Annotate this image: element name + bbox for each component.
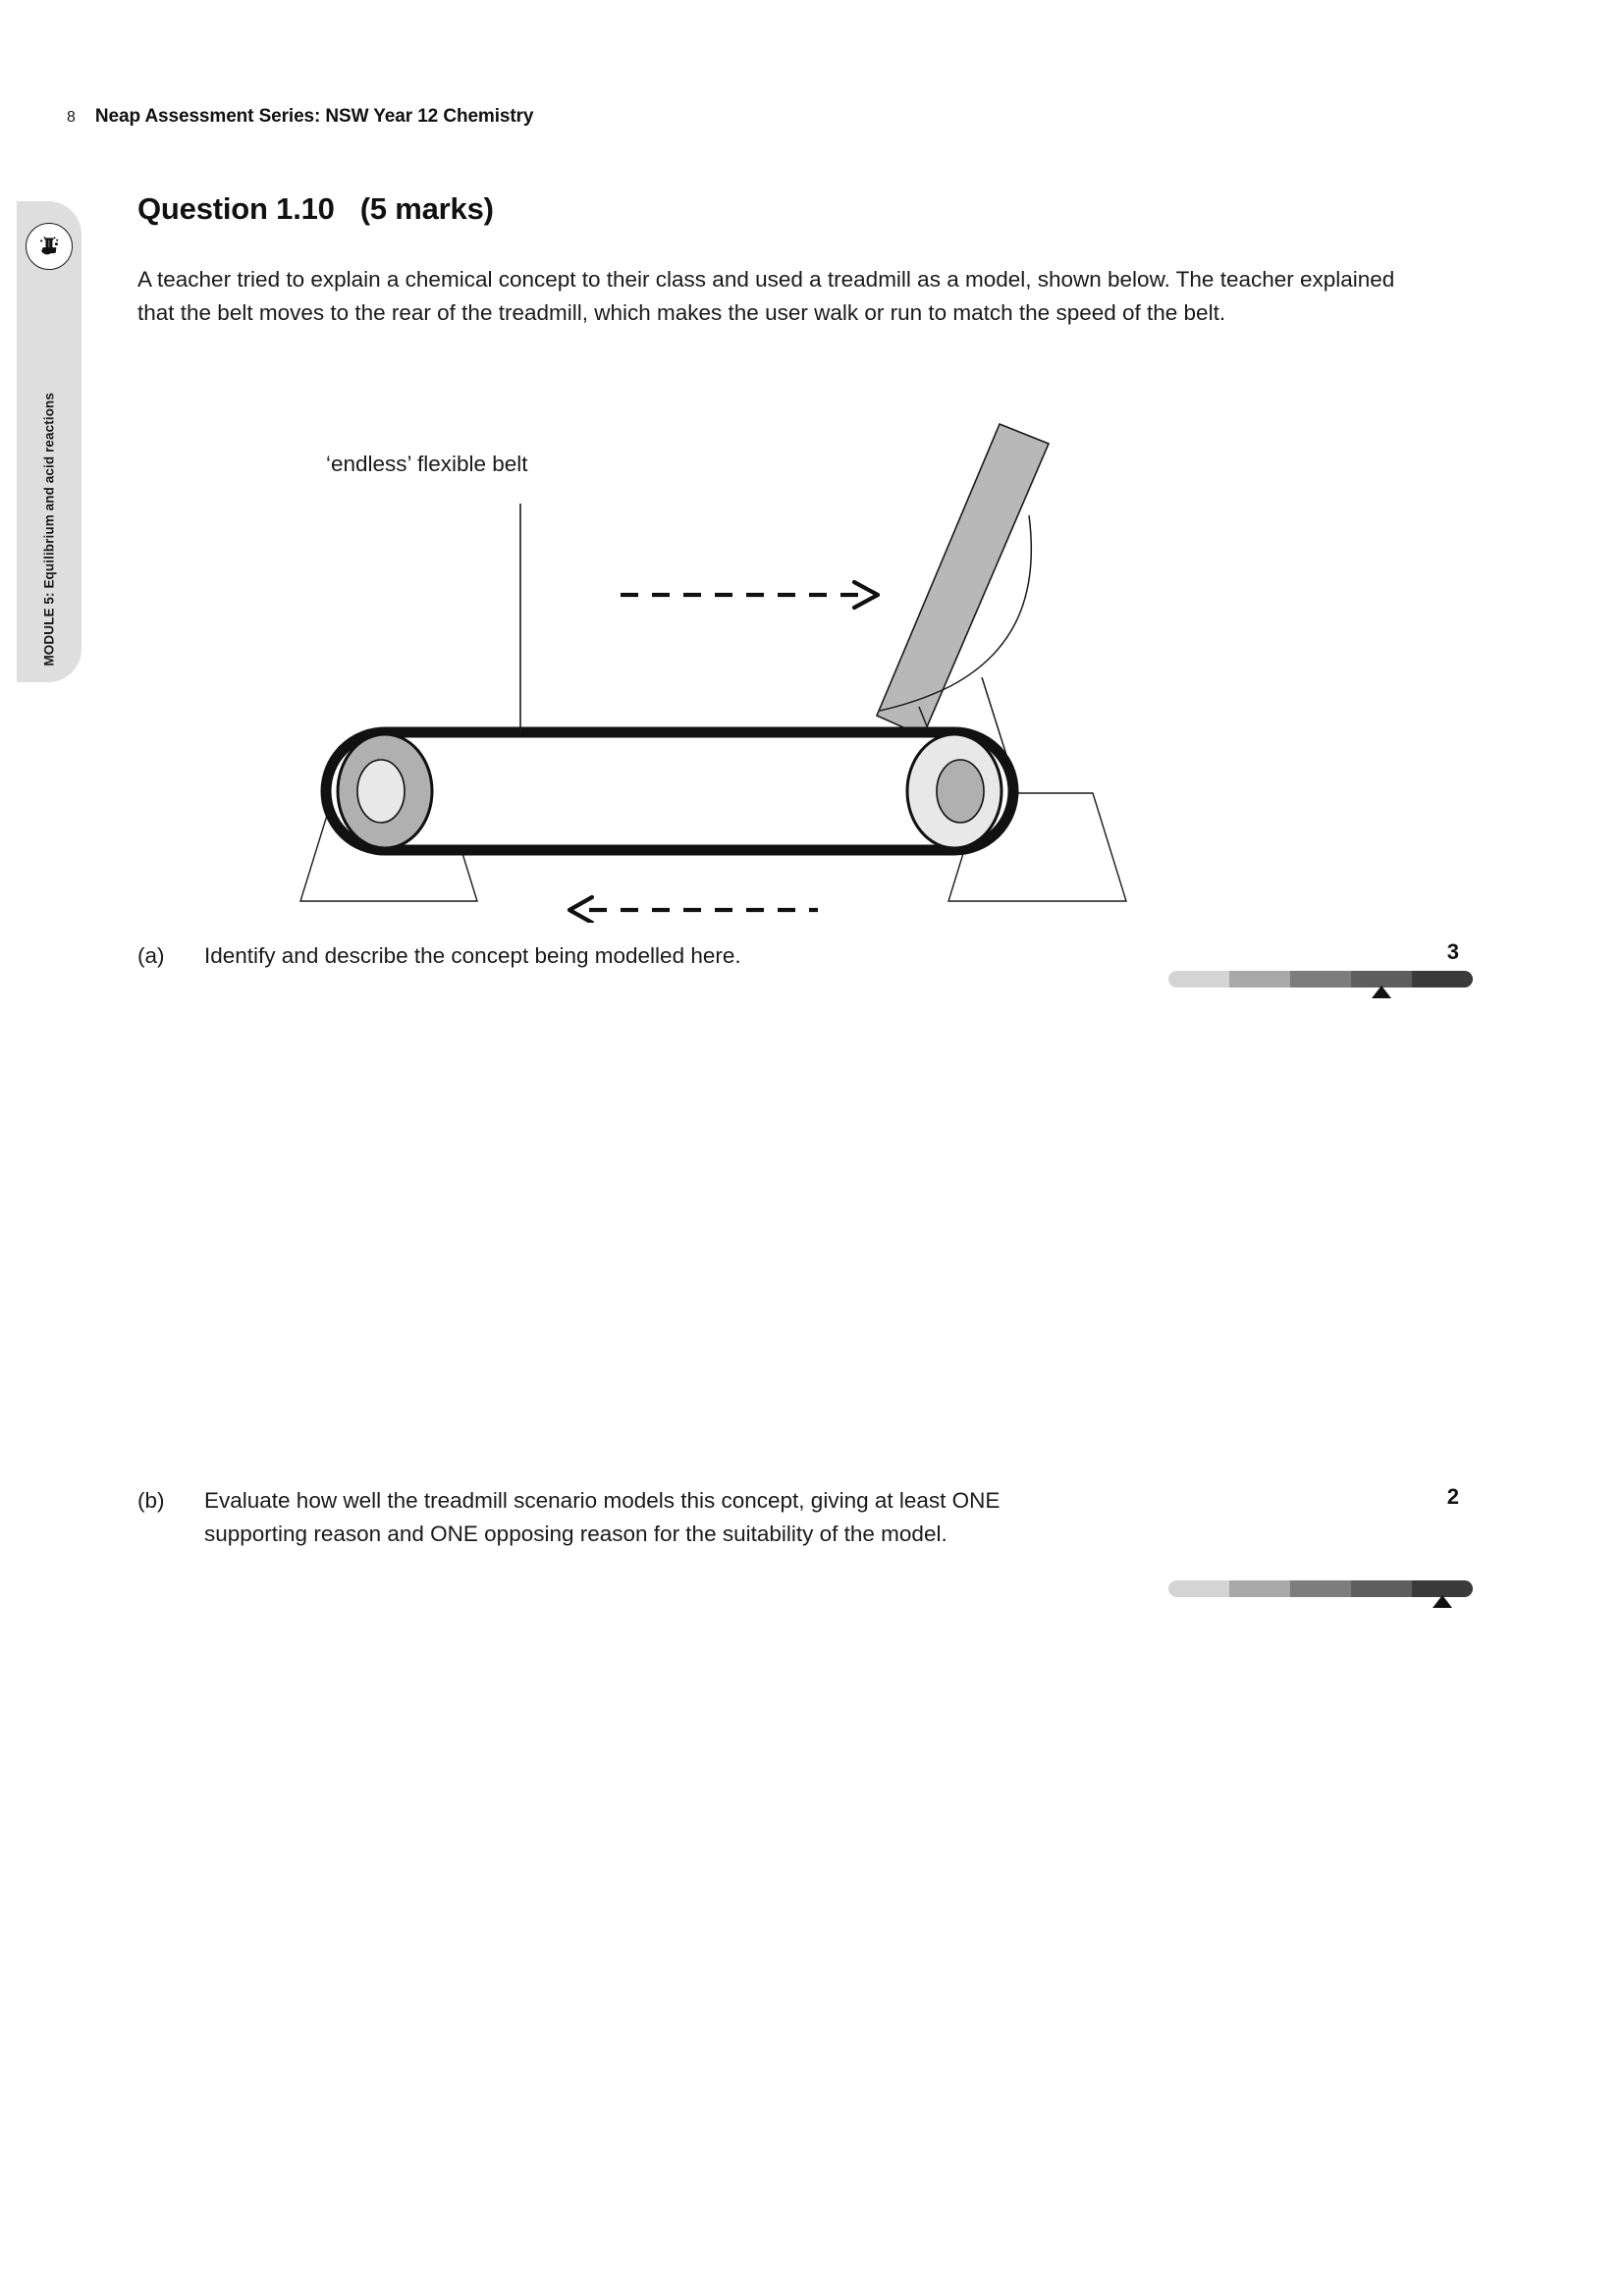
part-a-text: Identify and describe the concept being modelled here. — [204, 943, 741, 968]
page-number: 8 — [67, 109, 76, 126]
answer-line[interactable] — [233, 1026, 1313, 1091]
answer-line[interactable] — [233, 1220, 1313, 1285]
part-b-answer-lines — [233, 1610, 1313, 1804]
part-a-answer-lines — [233, 1026, 1313, 1415]
module-tab-label: MODULE 5: Equilibrium and acid reactions — [41, 393, 57, 667]
answer-line[interactable] — [233, 1285, 1313, 1350]
roller-right — [907, 734, 1001, 848]
part-b-letter: (b) — [137, 1488, 165, 1513]
belt-label: ‘endless’ flexible belt — [326, 452, 528, 476]
difficulty-segment-4 — [1351, 1580, 1412, 1597]
answer-line[interactable] — [233, 1155, 1313, 1220]
part-b-marks: 2 — [1446, 1484, 1459, 1509]
page-header — [67, 106, 533, 128]
difficulty-segment-1 — [1168, 1580, 1229, 1597]
answer-line[interactable] — [233, 1675, 1313, 1739]
roller-left — [338, 734, 432, 848]
answer-line[interactable] — [233, 1350, 1313, 1415]
answer-line[interactable] — [233, 1739, 1313, 1804]
difficulty-marker — [1433, 1595, 1452, 1608]
question-stem: A teacher tried to explain a chemical concept to their class and used a treadmill as a model, shown below. The teacher explained that the belt moves to the rear of the treadmill, which makes the user walk or run to match the speed of the belt. — [137, 267, 1395, 325]
page-header-title: Neap Assessment Series: NSW Year 12 Chemistry — [94, 106, 534, 127]
part-a-difficulty — [1168, 971, 1473, 988]
difficulty-segment-1 — [1168, 971, 1229, 988]
answer-line[interactable] — [233, 1091, 1313, 1155]
part-a-marks: 3 — [1446, 939, 1459, 964]
difficulty-segment-3 — [1290, 1580, 1351, 1597]
bottom-direction-arrow — [569, 897, 818, 923]
flask-icon — [26, 223, 73, 270]
difficulty-segment-2 — [1229, 971, 1290, 988]
difficulty-segment-5 — [1412, 971, 1473, 988]
difficulty-segment-3 — [1290, 971, 1351, 988]
difficulty-bar — [1168, 971, 1473, 988]
module-tab — [17, 201, 81, 682]
top-direction-arrow — [621, 582, 878, 608]
treadmill-diagram — [295, 412, 1375, 923]
part-a-letter: (a) — [137, 943, 165, 968]
difficulty-bar — [1168, 1580, 1473, 1597]
console-panel — [877, 424, 1049, 736]
part-b-difficulty — [1168, 1580, 1473, 1597]
part-b-text: Evaluate how well the treadmill scenario models this concept, giving at least ONE supporting reason and ONE opposing reason for the suitability of the model. — [204, 1488, 1001, 1546]
answer-line[interactable] — [233, 1610, 1313, 1675]
question-heading — [137, 191, 494, 227]
difficulty-marker — [1372, 986, 1391, 998]
question-number: Question 1.10 — [137, 191, 335, 226]
difficulty-segment-2 — [1229, 1580, 1290, 1597]
question-marks: (5 marks) — [359, 191, 494, 226]
